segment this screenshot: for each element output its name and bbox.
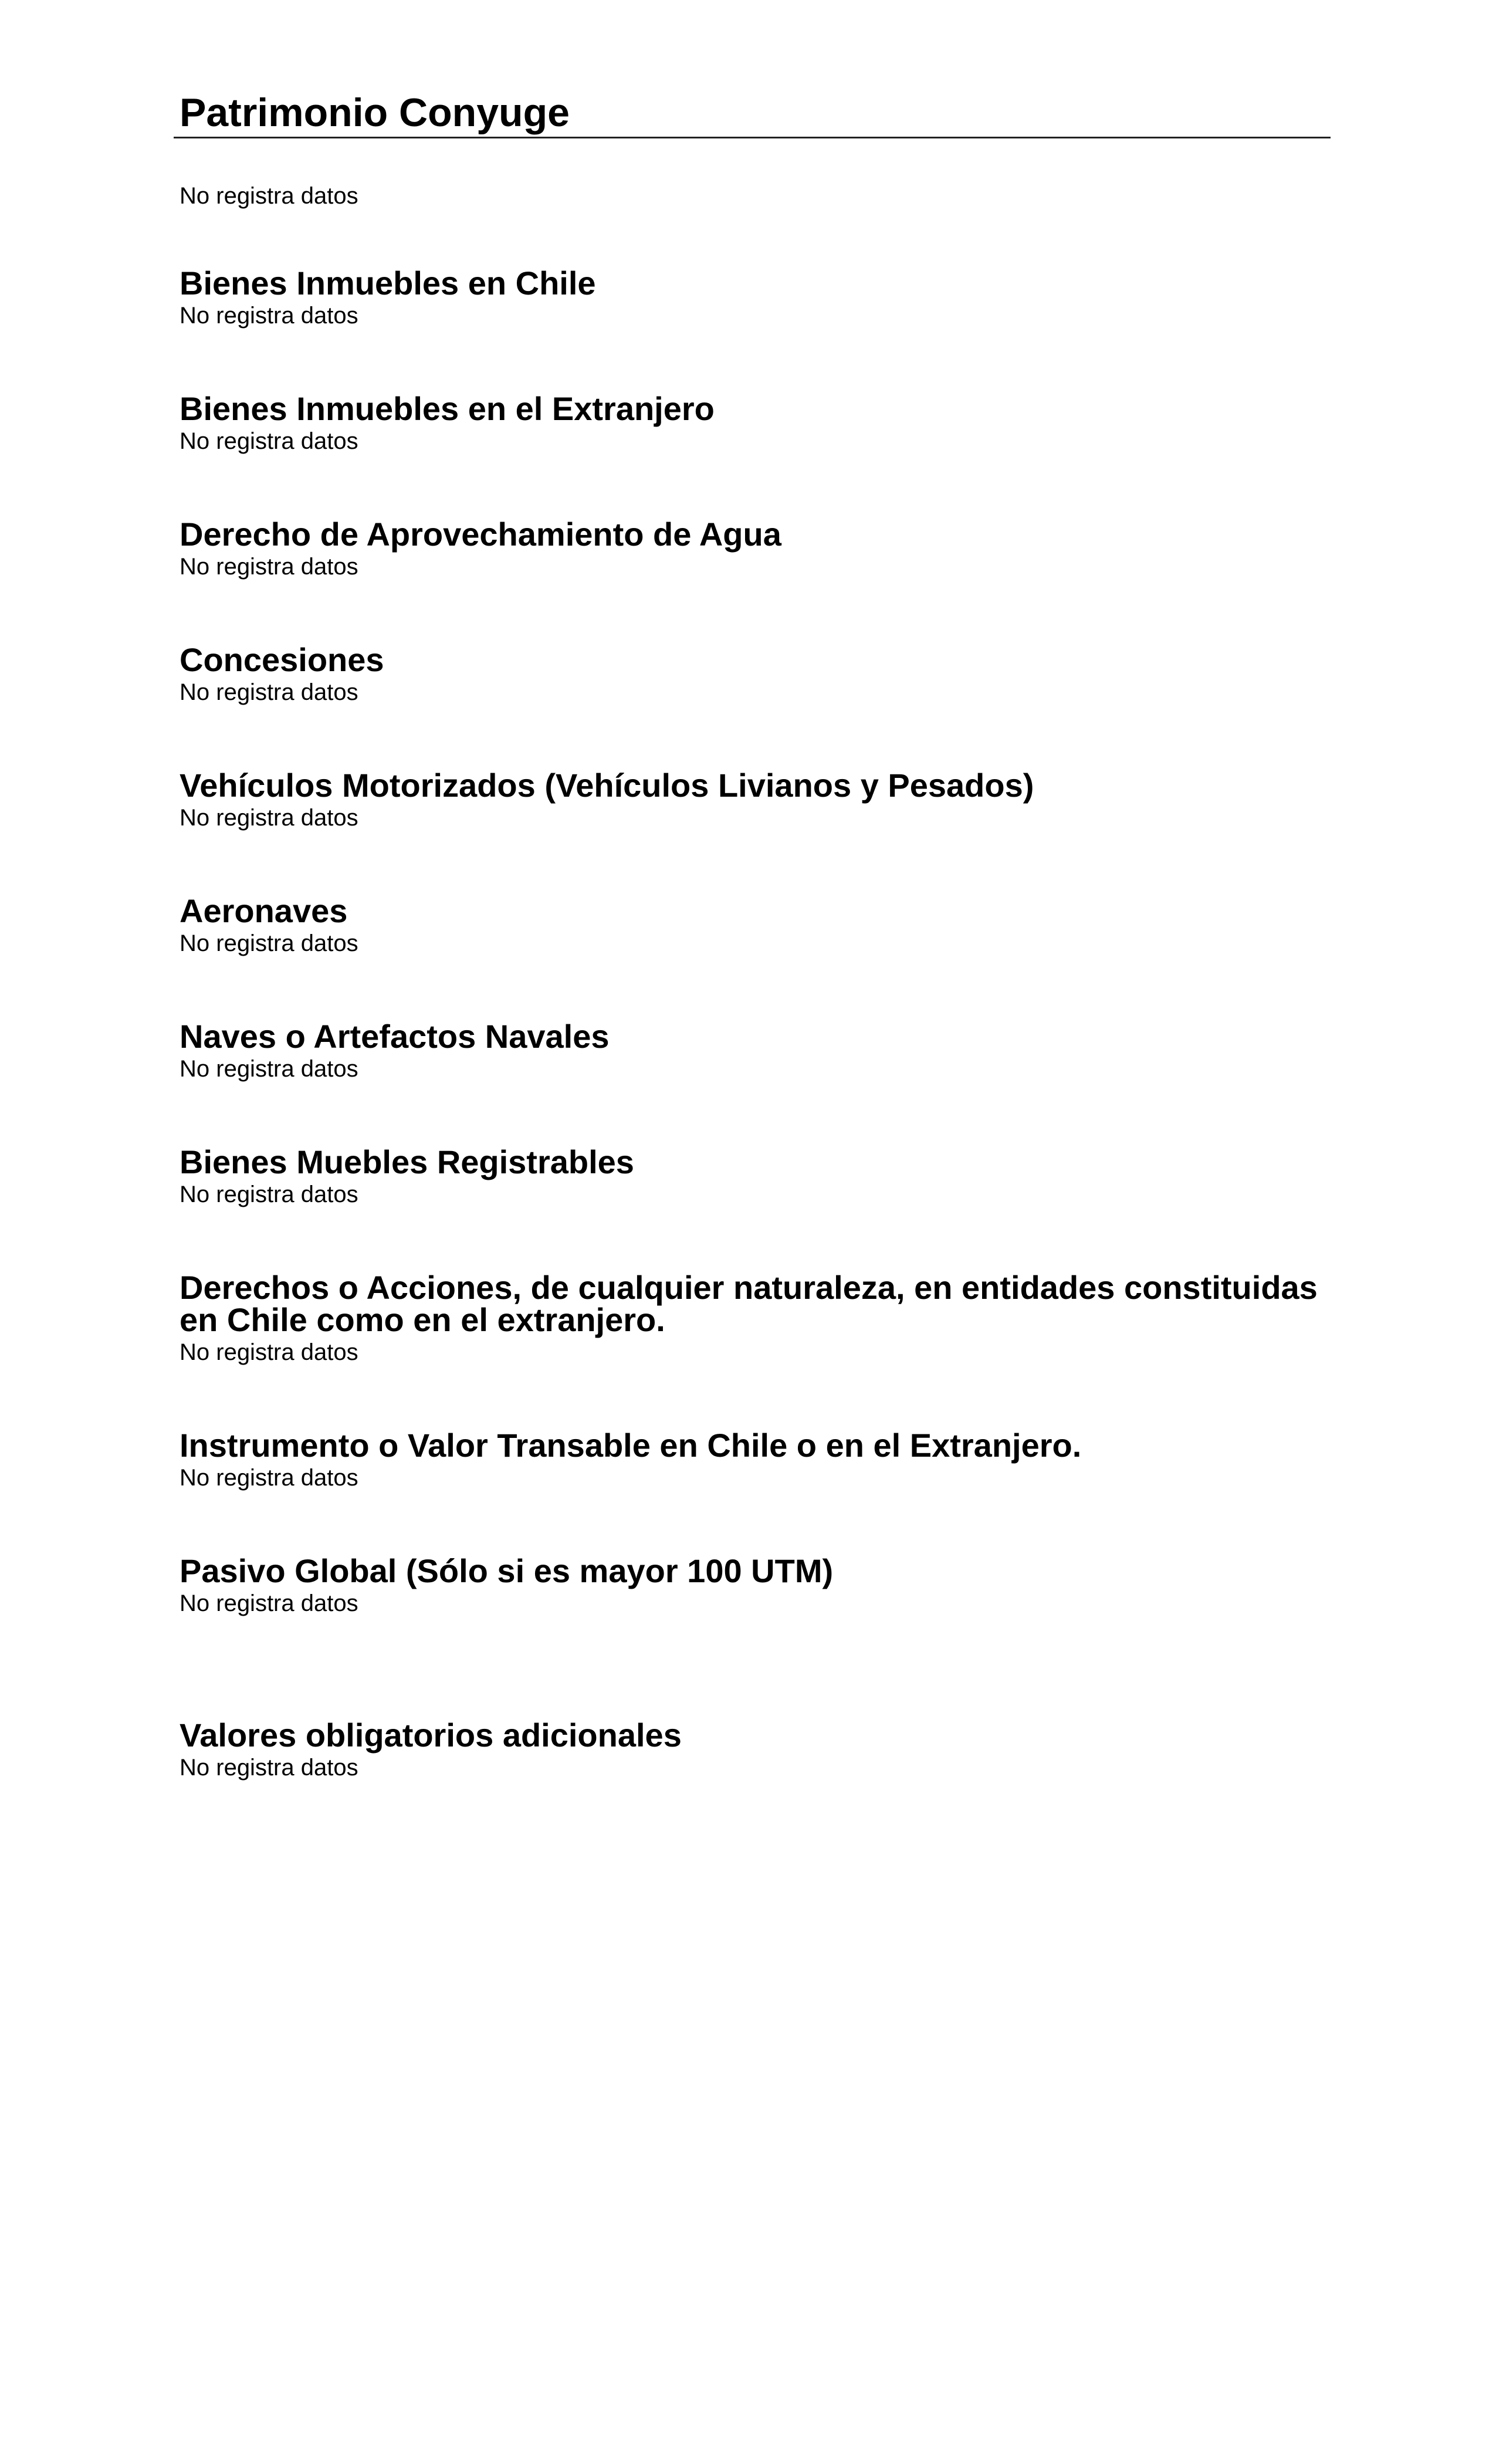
title-divider: [174, 137, 1331, 138]
section-status-text: No registra datos: [180, 679, 358, 705]
section-status-text: No registra datos: [180, 1339, 358, 1365]
section-status-text: No registra datos: [180, 805, 358, 831]
section-vehiculos-motorizados: [180, 769, 1329, 831]
section-status-text: No registra datos: [180, 1182, 358, 1207]
section-aeronaves: [180, 892, 1329, 956]
section-heading: Derecho de Aprovechamiento de Agua: [180, 516, 781, 553]
section-heading: Naves o Artefactos Navales: [180, 1018, 610, 1055]
section-heading: Aeronaves: [180, 892, 348, 929]
section-status-text: No registra datos: [180, 1590, 358, 1616]
section-concesiones: [180, 641, 1329, 705]
section-derechos-acciones: [180, 1271, 1329, 1365]
section-heading: Concesiones: [180, 641, 384, 678]
section-status-text: No registra datos: [180, 1465, 358, 1491]
section-valores-obligatorios: [180, 1719, 1329, 1781]
section-heading: Valores obligatorios adicionales: [180, 1717, 682, 1754]
section-status-text: No registra datos: [180, 554, 358, 580]
section-naves: [180, 1020, 1329, 1082]
section-instrumento-valor: [180, 1429, 1329, 1491]
section-bienes-inmuebles-extranjero: [180, 392, 1329, 454]
section-status-text: No registra datos: [180, 1056, 358, 1082]
section-status-text: No registra datos: [180, 1755, 358, 1781]
section-status-text: No registra datos: [180, 930, 358, 956]
section-derecho-agua: [180, 518, 1329, 580]
section-status-text: No registra datos: [180, 303, 358, 329]
section-heading: Derechos o Acciones, de cualquier naturaleza, en entidades constituidas en Chile como en el extranjero.: [180, 1269, 1318, 1338]
section-heading: Vehículos Motorizados (Vehículos Livianos y Pesados): [180, 767, 1034, 804]
section-heading: Bienes Inmuebles en Chile: [180, 265, 596, 302]
section-heading: Instrumento o Valor Transable en Chile o en el Extranjero.: [180, 1427, 1082, 1464]
section-status-text: No registra datos: [180, 428, 358, 454]
section-bienes-muebles: [180, 1143, 1329, 1207]
intro-status-text: No registra datos: [180, 183, 358, 209]
page-title: Patrimonio Conyuge: [180, 90, 570, 135]
section-heading: Pasivo Global (Sólo si es mayor 100 UTM): [180, 1552, 834, 1589]
section-heading: Bienes Inmuebles en el Extranjero: [180, 390, 715, 427]
section-heading: Bienes Muebles Registrables: [180, 1143, 634, 1180]
section-pasivo-global: [180, 1552, 1329, 1616]
section-bienes-inmuebles-chile: [180, 267, 1329, 329]
